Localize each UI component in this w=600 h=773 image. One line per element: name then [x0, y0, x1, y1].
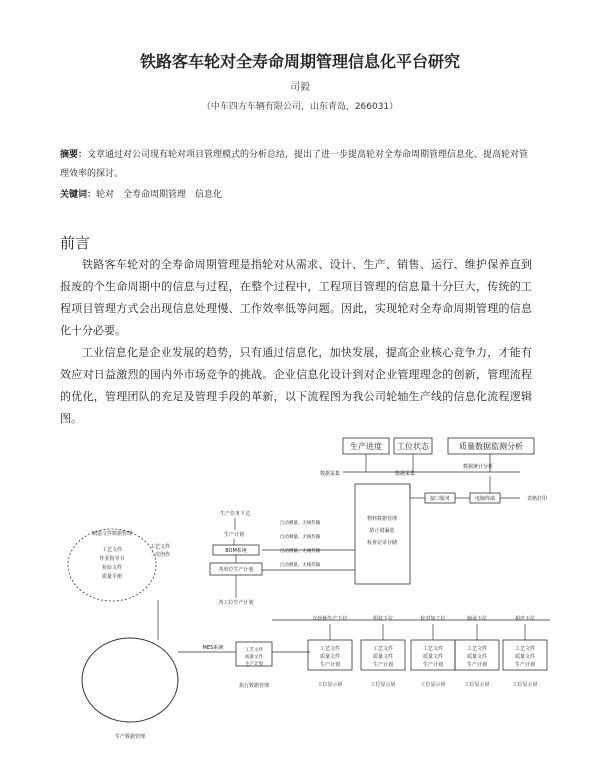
chain-label: 电脑终端	[474, 496, 496, 502]
mes-doc: 质量文件	[245, 655, 263, 660]
station-label: 车轮轴生产下位	[312, 616, 348, 622]
station-doc: 生产计划	[466, 662, 488, 668]
station-doc: 生产计划	[422, 662, 444, 668]
center-block	[355, 484, 410, 584]
station-doc: 质量文件	[466, 654, 488, 660]
proc-label: 工艺文件	[149, 544, 171, 550]
mid-right-label: 物料数据管理	[366, 516, 398, 522]
exec-label: 执行数据管理	[238, 683, 270, 689]
station-doc: 工艺文件	[422, 646, 444, 652]
plan-step: 各单位生产计划	[218, 567, 254, 573]
mes-label: MES系统	[202, 645, 224, 651]
plan-step: 各工位生产计划	[218, 600, 254, 606]
top-box-label: 生产进度	[350, 442, 382, 451]
mid-list-item: 自动测量、无线传输	[279, 535, 321, 540]
paragraph-2: 工业信息化是企业发展的趋势，只有通过信息化，加快发展，提高企业核心竞争力，才能有效应对日益激烈的国内外市场竞争的挑战。企业信息化设计到对企业管理理念的创新，管理流程的优化，管理团队的充足及管理手段的革新，以下流程图为我公司轮轴生产线的信息化流程逻辑图。	[60, 346, 532, 425]
keywords-text: 轮对 全寿命周期管理 信息化	[96, 190, 223, 200]
abstract-text: 文章通过对公司现有轮对项目管理模式的分析总结，提出了进一步提高轮对全寿命周期管理信息化、提高轮对管理效率的探讨。	[60, 150, 529, 179]
station-label: 超声下位	[514, 616, 536, 622]
station-display-label: 工位显示屏	[420, 682, 446, 688]
station-doc: 生产计划	[319, 662, 341, 668]
station-doc: 质量文件	[319, 654, 341, 660]
section-heading: 前言	[60, 234, 91, 252]
keywords-label: 关键词：	[60, 190, 97, 200]
mid-right-label: 检查记录存储	[366, 540, 398, 546]
top-box-label: 工位状态	[397, 442, 429, 451]
affiliation: （中车四方车辆有限公司，山东青岛，266031）	[201, 102, 399, 112]
left-doc-item: 检验文件	[101, 565, 123, 571]
bottom-circle-label: 生产数据管理	[114, 734, 146, 740]
station-doc: 工艺文件	[514, 646, 536, 652]
plan-step: 生产任务下达	[219, 511, 251, 517]
chain-label: 接口服务	[429, 496, 451, 502]
station-doc: 质量文件	[422, 654, 444, 660]
left-doc-item: 作业指导书	[99, 556, 125, 562]
paragraph-1: 铁路客车轮对的全寿命周期管理是指轮对从需求、设计、生产、销售、运行、维护保养直到报废的个生命周期中的信息与过程，在整个过程中，工程项目管理的信息量十分巨大，传统的工程项目管理方式会出现信息处理慢、工作效率低等问题。因此，实现轮对全寿命周期管理的信息化十分必要。	[60, 258, 532, 337]
station-display-label: 工位显示屏	[464, 682, 490, 688]
plan-step: 生产计划	[223, 532, 245, 538]
mid-right-label: 防止错漏装	[369, 528, 395, 534]
station-doc: 生产计划	[514, 662, 536, 668]
data-collect-label: 数据采集	[394, 471, 416, 477]
proc-label: 二次创作	[149, 552, 171, 558]
mid-list-item: 自动测量、无线传输	[279, 563, 321, 568]
mid-list-item: 自动测量、无线传输	[279, 549, 321, 554]
chain-label: 表格打印	[526, 496, 548, 502]
station-display-label: 工位显示屏	[370, 682, 396, 688]
station-doc: 工艺文件	[319, 646, 341, 652]
data-collect-label: 数据采集	[319, 471, 341, 477]
mid-list-item: 自动测量、无线传输	[279, 521, 321, 526]
data-analysis-label: 数据统计分析	[462, 464, 494, 470]
station-doc: 质量文件	[372, 654, 394, 660]
station-display-label: 工位显示屏	[317, 682, 343, 688]
left-doc-item: 质量手册	[101, 574, 123, 580]
mes-doc: 生产计划	[245, 662, 263, 667]
paper-title: 铁路客车轮对全寿命周期管理信息化平台研究	[139, 52, 460, 71]
author: 司毅	[290, 82, 310, 93]
station-doc: 生产计划	[372, 662, 394, 668]
station-doc: 质量文件	[514, 654, 536, 660]
station-doc: 工艺文件	[372, 646, 394, 652]
top-box-label: 质量数据监测分析	[459, 442, 523, 451]
station-display-label: 工位显示屏	[512, 682, 538, 688]
station-label: 组装下位	[372, 616, 394, 622]
production-data-circle	[82, 638, 178, 722]
abstract-label: 摘要：	[60, 150, 88, 160]
station-label: 轴承下位	[466, 616, 488, 622]
station-doc: 工艺文件	[466, 646, 488, 652]
mes-doc: 工艺文件	[245, 648, 263, 653]
station-label: 轮对加工位	[420, 616, 446, 622]
left-doc-item: 工艺文件	[101, 547, 123, 553]
plan-step: BOM系统	[225, 548, 247, 554]
left-circle-label: 制造文件数据管理	[91, 531, 133, 537]
